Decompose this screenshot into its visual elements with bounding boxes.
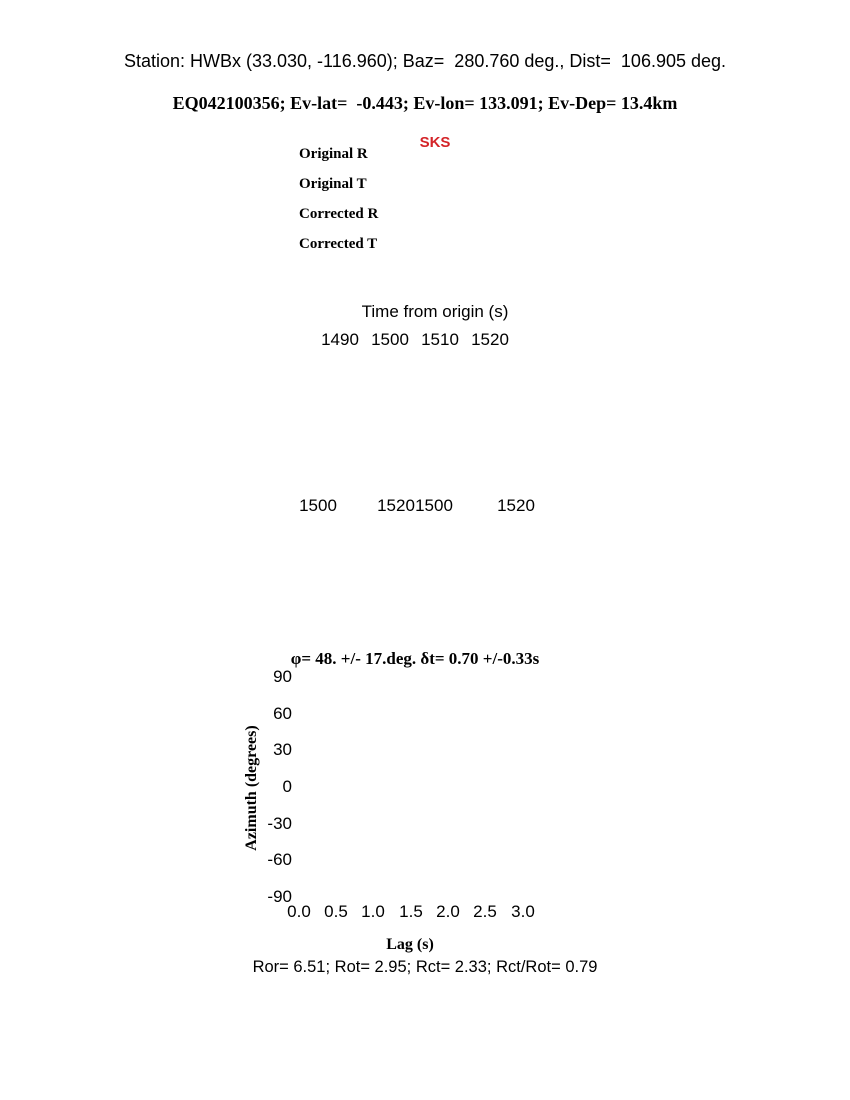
compare-tick-left-1500: 1500 [299,496,337,515]
lag-tick-30: 3.0 [511,902,535,921]
az-tick-30: 30 [273,740,292,759]
trace-label-corrected-r: Corrected R [299,206,379,222]
station-header: Station: HWBx (33.030, -116.960); Baz= 280.760 deg., Dist= 106.905 deg. [123,51,727,71]
contour-title: φ= 48. +/- 17.deg. δt= 0.70 +/-0.33s [290,649,540,668]
lag-tick-25: 2.5 [473,902,497,921]
az-tick-60: 60 [273,704,292,723]
time-tick-1520: 1520 [471,330,509,349]
compare-tick-left-1520: 1520 [377,496,415,515]
lag-tick-05: 0.5 [324,902,348,921]
event-header: EQ042100356; Ev-lat= -0.443; Ev-lon= 133.091; Ev-Dep= 13.4km [172,93,678,113]
az-tick-m60: -60 [267,850,292,869]
trace-label-original-t: Original T [299,176,367,192]
az-tick-m30: -30 [267,814,292,833]
az-tick-m90: -90 [267,887,292,906]
phase-label-sks: SKS [419,134,451,151]
az-tick-0: 0 [282,777,292,796]
trace-label-original-r: Original R [299,146,368,162]
azimuth-axis-label: Azimuth (degrees) [243,725,260,851]
lag-tick-15: 1.5 [399,902,423,921]
lag-tick-20: 2.0 [436,902,460,921]
time-tick-1500: 1500 [371,330,409,349]
trace-label-corrected-t: Corrected T [299,236,378,252]
lag-axis-label: Lag (s) [386,936,434,953]
time-axis-title: Time from origin (s) [361,302,509,321]
lag-tick-10: 1.0 [361,902,385,921]
compare-tick-right-1500: 1500 [415,496,453,515]
time-tick-1510: 1510 [421,330,459,349]
az-tick-90: 90 [273,667,292,686]
compare-tick-right-1520: 1520 [497,496,535,515]
time-tick-1490: 1490 [321,330,359,349]
stats-line: Ror= 6.51; Rot= 2.95; Rct= 2.33; Rct/Rot= 0.79 [252,958,598,976]
lag-tick-00: 0.0 [287,902,311,921]
